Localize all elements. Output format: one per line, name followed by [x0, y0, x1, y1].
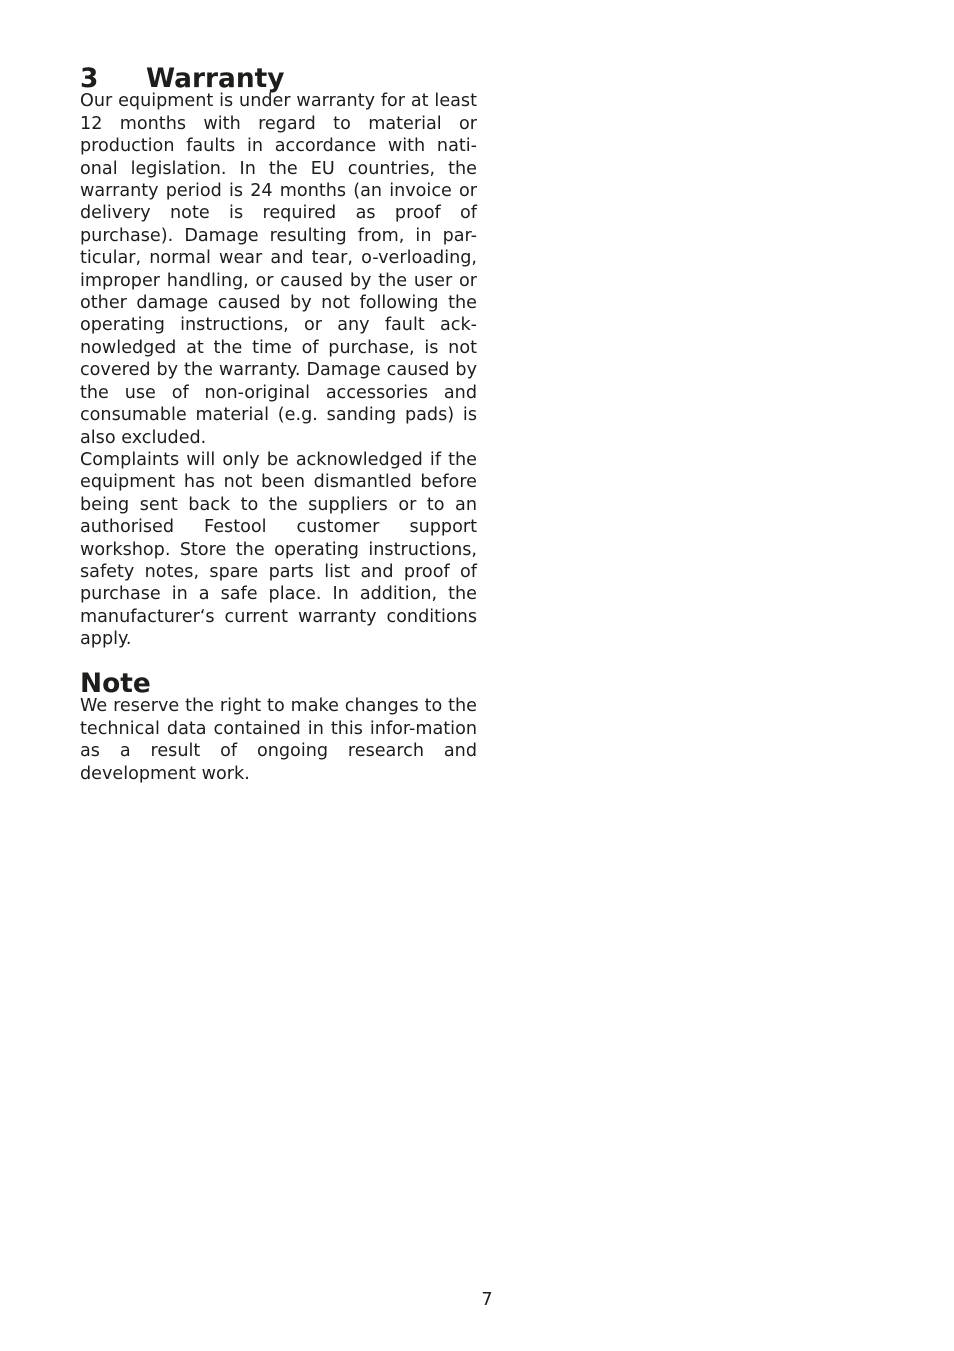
- note-heading: Note: [80, 667, 151, 699]
- warranty-paragraph-1: Our equipment is under warranty for at least 12 months with regard to material or production faults in accordance with nati-onal legislation. In the EU countries, the warranty period is 24 months (an invoice or delivery note is required as proof of purchase). Damage resulting from, in par-ticular, normal wear and tear, o-verloading, improper handling, or caused by the user or other damage caused by not following the operating instructions, or any fault ack-nowledged at the time of purchase, is not covered by the warranty. Damage caused by the use of non-original accessories and consumable material (e.g. sanding pads) is also excluded.: [80, 91, 477, 448]
- warranty-paragraph-2: Complaints will only be acknowledged if the equipment has not been dismantled before being sent back to the suppliers or to an authorised Festool customer support workshop. Store the operating instructions, safety notes, spare parts list and proof of purchase in a safe place. In addition, the manufacturer‘s current warranty conditions apply.: [80, 449, 477, 650]
- note-paragraph: We reserve the right to make changes to the technical data contained in this infor-mation as a result of ongoing research and development work.: [80, 696, 477, 784]
- section-title: Warranty: [146, 63, 285, 94]
- section-heading-warranty: [80, 63, 477, 94]
- section-number: 3: [80, 63, 99, 94]
- page-number: 7: [481, 1290, 493, 1310]
- text-column: [80, 63, 477, 785]
